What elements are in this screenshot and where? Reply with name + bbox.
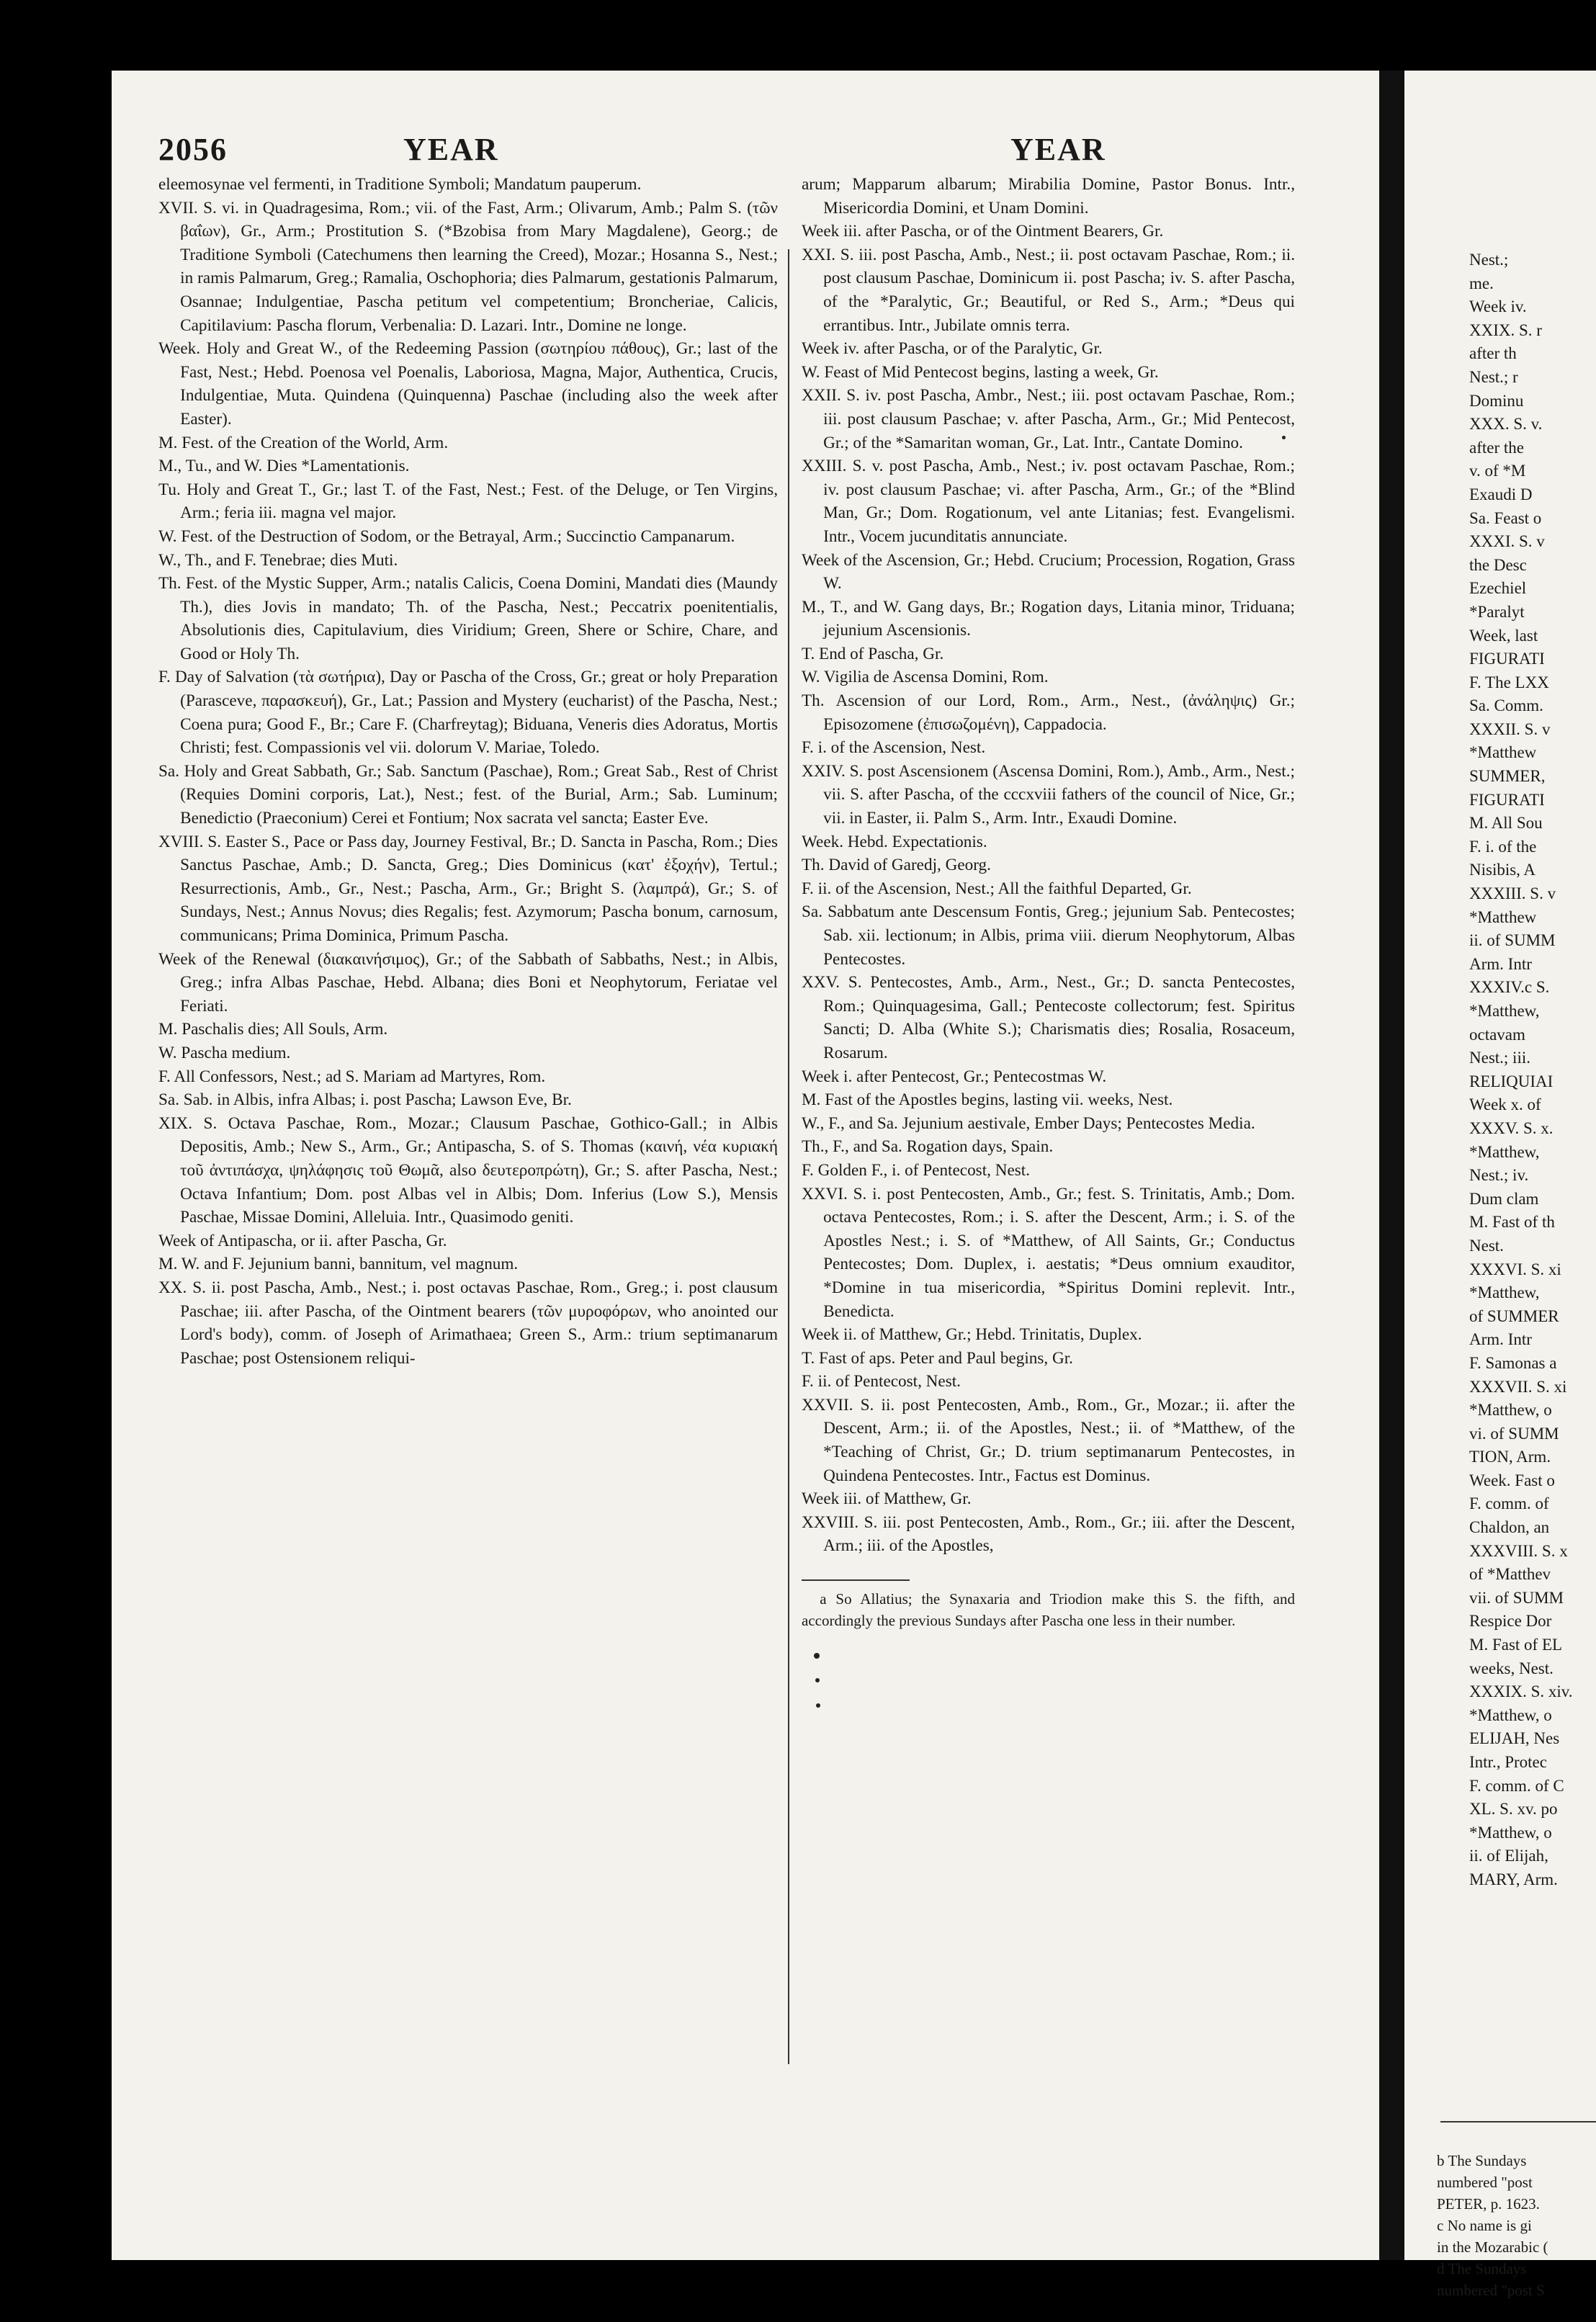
entry: Th., F., and Sa. Rogation days, Spain. — [802, 1137, 1054, 1157]
entry: Week. Holy and Great W., of the Redeeming Passion (σωτηρίου πάθους), Gr.; last of the Fast, Nest.; Hebd. Poenosa vel Poenalis, Laboriosa, Magna, Major, Authentica, Crucis, Indulgentiae, Muta. Quindena (Quinquenna) Paschae (including also the week after Easter). — [158, 339, 778, 429]
fragment-line: vii. of SUMM — [1469, 1588, 1564, 1607]
entry: Sa. Sab. in Albis, infra Albas; i. post Pascha; Lawson Eve, Br. — [158, 1090, 572, 1110]
footnote-line: d The Sundays — [1437, 2260, 1527, 2277]
entry: Week iii. after Pascha, or of the Ointment Bearers, Gr. — [802, 222, 1164, 241]
footnote: a So Allatius; the Synaxaria and Triodion make this S. the fifth, and accordingly the previous Sundays after Pascha one less in their number. — [802, 1590, 1295, 1630]
fragment-line: XXXI. S. v — [1469, 532, 1545, 551]
fragment-line: Dominu — [1469, 391, 1524, 410]
fragment-line: Dum clam — [1469, 1189, 1539, 1208]
entry: Th. Fest. of the Mystic Supper, Arm.; natalis Calicis, Coena Domini, Mandati dies (Maundy Th.), dies Jovis in mandato; Th. of the Pascha, Nest.; Peccatrix poenitentialis, Absolutionis dies, Capitulavium, dies Viridium; Green, Shere or Schire, Chare, and Good or Holy Th. — [158, 574, 778, 663]
fragment-line: v. of *M — [1469, 462, 1526, 480]
fragment-line: XXXV. S. x. — [1469, 1119, 1554, 1137]
entry: M. Paschalis dies; All Souls, Arm. — [158, 1020, 388, 1039]
page-gutter — [1379, 71, 1404, 2260]
fragment-line: FIGURATI — [1469, 790, 1545, 809]
entry: F. ii. of the Ascension, Nest.; All the faithful Departed, Gr. — [802, 879, 1192, 898]
footnote-line: in the Mozarabic ( — [1437, 2238, 1548, 2256]
entry: F. i. of the Ascension, Nest. — [802, 738, 986, 758]
next-page-column — [1469, 248, 1596, 2006]
fragment-line: XXXIX. S. xiv. — [1469, 1682, 1573, 1701]
entry: F. Golden F., i. of Pentecost, Nest. — [802, 1160, 1031, 1180]
fragment-line: ELIJAH, Nes — [1469, 1729, 1560, 1748]
entry: XXI. S. iii. post Pascha, Amb., Nest.; ii. post octavam Paschae, Rom.; ii. post clausum Paschae, Dominicum ii. post Pascha; iv. S. after Pascha, of the *Paralytic, Gr.; Beautiful, or Red S., Arm.; *Deus qui errantibus. Intr., Jubilate omnis terra. — [802, 245, 1295, 335]
speck — [814, 1653, 820, 1659]
left-column — [158, 173, 778, 2247]
entry: XXIII. S. v. post Pascha, Amb., Nest.; iv. post octavam Paschae, Rom.; iv. post clausum Paschae; vi. after Pascha, Arm., Gr.; of the *Blind Man, Gr.; Dom. Rogationum, vel ante Litanias; fest. Evangelismi. Intr., Vocem jucunditatis annunciate. — [802, 457, 1295, 546]
entry: M. W. and F. Jejunium banni, bannitum, vel magnum. — [158, 1255, 519, 1274]
fragment-line: XXXIII. S. v — [1469, 884, 1556, 903]
fragment-line: Nest.; — [1469, 251, 1509, 269]
fragment-line: Sa. Comm. — [1469, 696, 1543, 715]
fragment-line: of *Matthev — [1469, 1565, 1551, 1584]
fragment-line: Week, last — [1469, 626, 1538, 645]
footnote-rule — [802, 1579, 910, 1581]
fragment-line: *Matthew — [1469, 743, 1537, 762]
entry: Week iii. of Matthew, Gr. — [802, 1489, 972, 1509]
fragment-line: Ezechiel — [1469, 579, 1527, 598]
entry: M. Fest. of the Creation of the World, Arm. — [158, 433, 449, 452]
fragment-line: ii. of SUMM — [1469, 931, 1556, 950]
fragment-line: Week. Fast o — [1469, 1471, 1555, 1489]
entry: XIX. S. Octava Paschae, Rom., Mozar.; Clausum Paschae, Gothico-Gall.; in Albis Depositis, Amb.; New S., Arm., Gr.; Antipascha, S. of S. Thomas (καινή, νέα κυριακή τοῦ ἀντιπάσχα, ψηλάφησις τοῦ Θωμᾶ, also δευτεροπρώτη), Gr.; S. after Pascha, Nest.; Octava Infantium; Dom. post Albas vel in Albis; Dom. Inferius (Low S.), Mensis Paschae, Missae Domini, Alleluia. Intr., Quasimodo geniti. — [158, 1113, 778, 1227]
fragment-line: *Matthew, — [1469, 1142, 1540, 1161]
entry: Week of the Ascension, Gr.; Hebd. Crucium; Procession, Rogation, Grass W. — [802, 550, 1295, 593]
fragment-line: Nisibis, A — [1469, 861, 1536, 879]
fragment-line: FIGURATI — [1469, 650, 1545, 668]
fragment-line: after th — [1469, 344, 1517, 363]
entry: Week iv. after Pascha, or of the Paralytic, Gr. — [802, 339, 1103, 359]
entry: XXVII. S. ii. post Pentecosten, Amb., Rom., Gr., Mozar.; ii. after the Descent, Arm.; ii. of the Apostles, Nest.; ii. of *Matthew, of the *Teaching of Christ, Gr.; D. trium septimanarum Pentecostes, in Quindena Pentecostes. Intr., Factus est Dominus. — [802, 1395, 1295, 1485]
page-number: 2056 — [158, 132, 228, 167]
entry: T. End of Pascha, Gr. — [802, 644, 944, 663]
fragment-line: of SUMMER — [1469, 1306, 1559, 1325]
entry: XXII. S. iv. post Pascha, Ambr., Nest.; iii. post octavam Paschae, Rom.; iii. post clausum Paschae; v. after Pascha, Arm., Gr.; Mid Pentecost, Gr.; of the *Samaritan woman, Gr., Lat. Intr., Cantate Domino. — [802, 386, 1295, 452]
fragment-line: octavam — [1469, 1025, 1525, 1044]
entry: XXVIII. S. iii. post Pentecosten, Amb., Rom., Gr.; iii. after the Descent, Arm.; iii. of the Apostles, — [802, 1512, 1295, 1556]
fragment-line: *Matthew, o — [1469, 1401, 1552, 1420]
fragment-line: F. comm. of — [1469, 1494, 1549, 1513]
entry: Sa. Holy and Great Sabbath, Gr.; Sab. Sanctum (Paschae), Rom.; Great Sab., Rest of Christ (Requies Domini corporis, Lat.), Nest.; fest. of the Burial, Arm.; Sab. Luminum; Benedictio (Praeconium) Cerei et Fontium; Nox sacrata vel sancta; Easter Eve. — [158, 761, 778, 828]
fragment-line: XXX. S. v. — [1469, 415, 1543, 434]
entry: XVIII. S. Easter S., Pace or Pass day, Journey Festival, Br.; D. Sancta in Pascha, Rom.; Dies Sanctus Paschae, Amb.; D. Sancta, Greg.; Dies Dominicus (κατ' ἐξοχήν), Tertul.; Resurrectionis, Amb., Gr., Nest.; Pascha, Arm., Gr.; Bright S. (λαμπρά), Gr.; S. of Sundays, Nest.; Annus Novus; dies Regalis; fest. Azymorum; Pascha bonum, carnosum, communicans; Prima Dominica, Primum Pascha. — [158, 832, 778, 945]
fragment-line: the Desc — [1469, 555, 1527, 574]
entry: arum; Mapparum albarum; Mirabilia Domine, Pastor Bonus. Intr., Misericordia Domini, et Unam Domini. — [802, 175, 1295, 218]
footnote-line: numbered "post S — [1437, 2282, 1545, 2299]
fragment-line: Week iv. — [1469, 297, 1527, 316]
fragment-line: M. All Sou — [1469, 814, 1543, 833]
right-column — [802, 173, 1295, 2247]
entry: eleemosynae vel fermenti, in Traditione Symboli; Mandatum pauperum. — [158, 175, 642, 194]
next-page-footnotes — [1437, 2150, 1596, 2301]
entry: F. Day of Salvation (τὰ σωτήρια), Day or Pascha of the Cross, Gr.; great or holy Preparation (Parasceve, παρασκευή), Gr., Lat.; Passion and Mystery (eucharist) of the Pascha, Nest.; Coena pura; Good F., Br.; Care F. (Charfreytag); Biduana, Veneris dies Adoratus, Mortis Christi; fest. Compassionis vel vii. dolorum V. Mariae, Toledo. — [158, 668, 778, 758]
fragment-line: Exaudi D — [1469, 485, 1533, 503]
fragment-line: XXIX. S. r — [1469, 320, 1542, 339]
fragment-line: M. Fast of th — [1469, 1213, 1555, 1232]
entry: W. Vigilia de Ascensa Domini, Rom. — [802, 668, 1049, 687]
entry: F. ii. of Pentecost, Nest. — [802, 1372, 961, 1391]
running-head-left: YEAR — [403, 132, 499, 167]
fragment-line: Week x. of — [1469, 1095, 1541, 1114]
running-head-right: YEAR — [1010, 132, 1106, 167]
entry: XXV. S. Pentecostes, Amb., Arm., Nest., Gr.; D. sancta Pentecostes, Rom.; Quinquagesima, Gall.; Pentecoste collectorum; fest. Spiritus Sancti; D. Alba (White S.); Charismatis dies; Rosalia, Rosaceum, Rosarum. — [802, 973, 1295, 1062]
next-page-footnote-rule — [1440, 2121, 1596, 2122]
entry: Week i. after Pentecost, Gr.; Pentecostmas W. — [802, 1067, 1107, 1086]
fragment-line: XXXII. S. v — [1469, 720, 1551, 738]
entry: Sa. Sabbatum ante Descensum Fontis, Greg.; jejunium Sab. Pentecostes; Sab. xii. lectionum; in Albis, prima viii. dierum Neophytorum, Albas Pentecostes. — [802, 902, 1295, 969]
fragment-line: Nest. — [1469, 1236, 1504, 1255]
fragment-line: F. comm. of C — [1469, 1776, 1564, 1795]
fragment-line: RELIQUIAI — [1469, 1072, 1554, 1090]
fragment-line: SUMMER, — [1469, 767, 1546, 786]
fragment-line: XL. S. xv. po — [1469, 1800, 1558, 1819]
footnote-line: c No name is gi — [1437, 2217, 1532, 2234]
entry: Week. Hebd. Expectationis. — [802, 832, 987, 851]
fragment-line: XXXVI. S. xi — [1469, 1260, 1561, 1278]
fragment-line: *Matthew — [1469, 907, 1537, 926]
entry: Week ii. of Matthew, Gr.; Hebd. Trinitatis, Duplex. — [802, 1325, 1142, 1345]
footnote-line: b The Sundays — [1437, 2152, 1527, 2169]
entry: F. All Confessors, Nest.; ad S. Mariam ad Martyres, Rom. — [158, 1067, 546, 1086]
column-rule — [788, 249, 789, 2064]
entry: T. Fast of aps. Peter and Paul begins, Gr. — [802, 1348, 1073, 1368]
fragment-line: Chaldon, an — [1469, 1518, 1550, 1537]
speck — [1282, 436, 1286, 439]
fragment-line: F. The LXX — [1469, 673, 1549, 691]
fragment-line: Nest.; iv. — [1469, 1166, 1529, 1185]
fragment-line: F. Samonas a — [1469, 1353, 1557, 1372]
fragment-line: TION, Arm. — [1469, 1448, 1551, 1466]
entry: XXIV. S. post Ascensionem (Ascensa Domini, Rom.), Amb., Arm., Nest.; vii. S. after Pascha, of the cccxviii fathers of the council of Nice, Gr.; vii. in Easter, ii. Palm S., Arm. Intr., Exaudi Domine. — [802, 761, 1295, 828]
fragment-line: Respice Dor — [1469, 1612, 1552, 1631]
entry: Th. David of Garedj, Georg. — [802, 856, 991, 875]
fragment-line: Nest.; iii. — [1469, 1049, 1530, 1067]
fragment-line: *Matthew, — [1469, 1002, 1540, 1020]
entry: M. Fast of the Apostles begins, lasting vii. weeks, Nest. — [802, 1090, 1173, 1110]
fragment-line: after the — [1469, 438, 1524, 457]
entry: W., F., and Sa. Jejunium aestivale, Ember Days; Pentecostes Media. — [802, 1113, 1255, 1133]
entry: Week of the Renewal (διακαινήσιμος), Gr.; of the Sabbath of Sabbaths, Nest.; in Albis, Greg.; infra Albas Paschae, Hebd. Albana; dies Boni et Neophytorum, Feriatae vel Feriati. — [158, 949, 778, 1016]
fragment-line: Arm. Intr — [1469, 954, 1532, 973]
fragment-line: Sa. Feast o — [1469, 508, 1542, 527]
fragment-line: weeks, Nest. — [1469, 1659, 1554, 1677]
fragment-line: vi. of SUMM — [1469, 1424, 1559, 1443]
fragment-line: Nest.; r — [1469, 367, 1518, 386]
entry: W. Fest. of the Destruction of Sodom, or the Betrayal, Arm.; Succinctio Campanarum. — [158, 526, 735, 546]
entry: M., T., and W. Gang days, Br.; Rogation days, Litania minor, Triduana; jejunium Ascensionis. — [802, 597, 1295, 640]
fragment-line: *Paralyt — [1469, 602, 1525, 621]
fragment-line: me. — [1469, 274, 1494, 292]
entry: Tu. Holy and Great T., Gr.; last T. of the Fast, Nest.; Fest. of the Deluge, or Ten Virgins, Arm.; feria iii. magna vel major. — [158, 480, 778, 523]
fragment-line: *Matthew, o — [1469, 1705, 1552, 1724]
fragment-line: M. Fast of EL — [1469, 1636, 1563, 1654]
speck — [815, 1678, 820, 1682]
footnote-line: numbered "post — [1437, 2174, 1533, 2191]
fragment-line: XXXVII. S. xi — [1469, 1377, 1567, 1396]
fragment-line: XXXIV.c S. — [1469, 978, 1550, 997]
entry: XVII. S. vi. in Quadragesima, Rom.; vii. of the Fast, Arm.; Olivarum, Amb.; Palm S. (τῶν βαΐων), Gr., Arm.; Prostitution S. (*Bzobisa from Mary Magdalene), Georg.; de Traditione Symboli (Catechumens then learning the Creed), Mozar.; Hosanna S., Nest.; in ramis Palmarum, Greg.; Ramalia, Oschophoria; dies Palmarum, gestationis Palmarum, Osannae; Indulgentiae, Pascha petitum vel competentium; Broncheriae, Calicis, Capitilavium: Pascha florum, Verbenalia: D. Lazari. Intr., Domine ne longe. — [158, 198, 778, 335]
entry: XXVI. S. i. post Pentecosten, Amb., Gr.; fest. S. Trinitatis, Amb.; Dom. octava Pentecostes, Rom.; i. S. after the Descent, Arm.; i. S. of the Apostles Nest.; i. S. of *Matthew, of All Saints, Gr.; Conductus Pentecostes; Dom. Duplex, i. aestatis; *Deus omnium exauditor, *Domine in tua misericordia, *Spiritus Domini replevit. Intr., Benedicta. — [802, 1184, 1295, 1321]
fragment-line: MARY, Arm. — [1469, 1870, 1558, 1888]
fragment-line: *Matthew, — [1469, 1283, 1540, 1302]
entry: XX. S. ii. post Pascha, Amb., Nest.; i. post octavas Paschae, Rom., Greg.; i. post clausum Paschae; iii. after Pascha, of the Ointment bearers (τῶν μυροφόρων, who anointed our Lord's body), comm. of Joseph of Arimathaea; Green S., Arm.: trium septimanarum Paschae; post Ostensionem reliqui- — [158, 1278, 778, 1368]
entry: W. Pascha medium. — [158, 1043, 291, 1062]
entry: Week of Antipascha, or ii. after Pascha, Gr. — [158, 1231, 447, 1250]
fragment-line: *Matthew, o — [1469, 1823, 1552, 1842]
fragment-line: XXXVIII. S. x — [1469, 1541, 1568, 1560]
fragment-line: F. i. of the — [1469, 837, 1537, 856]
entry: W. Feast of Mid Pentecost begins, lasting a week, Gr. — [802, 362, 1159, 382]
footnote-line: PETER, p. 1623. — [1437, 2195, 1540, 2213]
fragment-line: ii. of Elijah, — [1469, 1847, 1548, 1865]
speck — [816, 1703, 820, 1708]
fragment-line: Intr., Protec — [1469, 1753, 1547, 1771]
entry: W., Th., and F. Tenebrae; dies Muti. — [158, 550, 398, 570]
entry: M., Tu., and W. Dies *Lamentationis. — [158, 457, 410, 476]
entry: Th. Ascension of our Lord, Rom., Arm., Nest., (ἀνάληψις) Gr.; Episozomene (ἐπισωζομένη), Cappadocia. — [802, 691, 1295, 734]
fragment-line: Arm. Intr — [1469, 1330, 1532, 1349]
